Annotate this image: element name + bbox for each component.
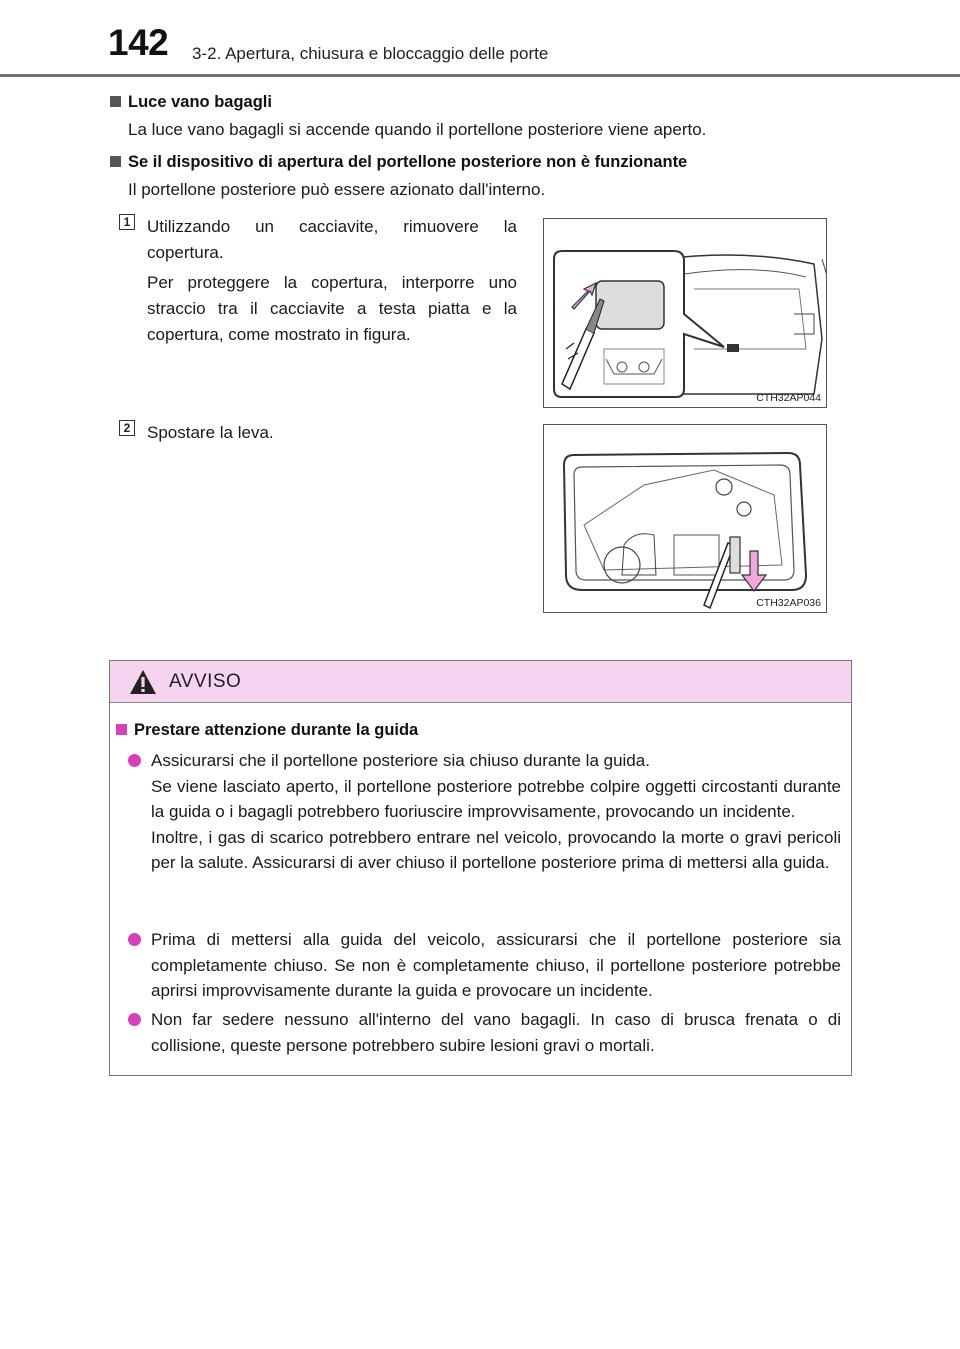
- section-title: 3-2. Apertura, chiusura e bloccaggio delle porte: [192, 44, 549, 63]
- step-1-text-a: Utilizzando un cacciavite, rimuovere la copertura.: [147, 217, 517, 262]
- subheading-dispositivo: [110, 153, 687, 172]
- warning-box: [109, 660, 852, 1076]
- warning-item-2: Prima di mettersi alla guida del veicolo, assicurarsi che il portellone posteriore sia completamente chiuso. Se non è completamente chiuso, il portellone posteriore potrebbe aprirsi improvvisamente durante la guida e provocare un incidente.: [151, 930, 841, 1000]
- round-bullet-icon: [128, 1013, 141, 1026]
- warning-subheading-text: Prestare attenzione durante la guida: [134, 721, 419, 739]
- subheading-luce-text: Luce vano bagagli: [128, 93, 272, 111]
- figure-remove-cover-illustration: [544, 219, 827, 408]
- subheading-luce: [110, 93, 272, 112]
- step-number-1: 1: [119, 214, 135, 230]
- square-bullet-icon: [110, 96, 121, 107]
- step-2-text-a: Spostare la leva.: [147, 423, 274, 442]
- page-number: 142: [108, 22, 169, 63]
- luce-text: La luce vano bagagli si accende quando il portellone posteriore viene aperto.: [128, 120, 707, 139]
- warning-subheading: [116, 721, 418, 740]
- page-header: [0, 0, 960, 80]
- figure-move-lever: [543, 424, 827, 613]
- warning-title: AVVISO: [169, 671, 242, 692]
- subheading-dispositivo-text: Se il dispositivo di apertura del portellone posteriore non è funzionante: [128, 153, 688, 171]
- square-bullet-icon: [116, 724, 127, 735]
- warning-header: [110, 661, 851, 703]
- warning-item-3: Non far sedere nessuno all'interno del vano bagagli. In caso di brusca frenata o di collisione, queste persone potrebbero subire lesioni gravi o mortali.: [151, 1010, 841, 1055]
- figure-2-code: CTH32AP036: [756, 597, 821, 609]
- dispositivo-text: Il portellone posteriore può essere azionato dall'interno.: [128, 180, 546, 199]
- round-bullet-icon: [128, 933, 141, 946]
- square-bullet-icon: [110, 156, 121, 167]
- header-rule: [0, 74, 960, 77]
- round-bullet-icon: [128, 754, 141, 767]
- figure-1-code: CTH32AP044: [756, 392, 821, 404]
- warning-item-1: [151, 748, 841, 876]
- figure-remove-cover: [543, 218, 827, 408]
- step-number-2: 2: [119, 420, 135, 436]
- warning-item-1-line-1: Assicurarsi che il portellone posteriore sia chiuso durante la guida.: [151, 751, 650, 770]
- step-1-text-b: Per proteggere la copertura, interporre uno straccio tra il cacciavite a testa piatta e la copertura, come mostrato in figura.: [147, 273, 517, 344]
- figure-move-lever-illustration: [544, 425, 827, 613]
- warning-item-1-para-3: Inoltre, i gas di scarico potrebbero entrare nel veicolo, provocando la morte o gravi pericoli per la salute. Assicurarsi di aver chiuso il portellone posteriore prima di mettersi alla guida.: [151, 827, 841, 872]
- warning-triangle-icon: [129, 669, 157, 695]
- warning-item-1-para-2: Se viene lasciato aperto, il portellone posteriore potrebbe colpire oggetti circostanti durante la guida o i bagagli potrebbero fuoriuscire improvvisamente, provocando un incidente.: [151, 776, 841, 821]
